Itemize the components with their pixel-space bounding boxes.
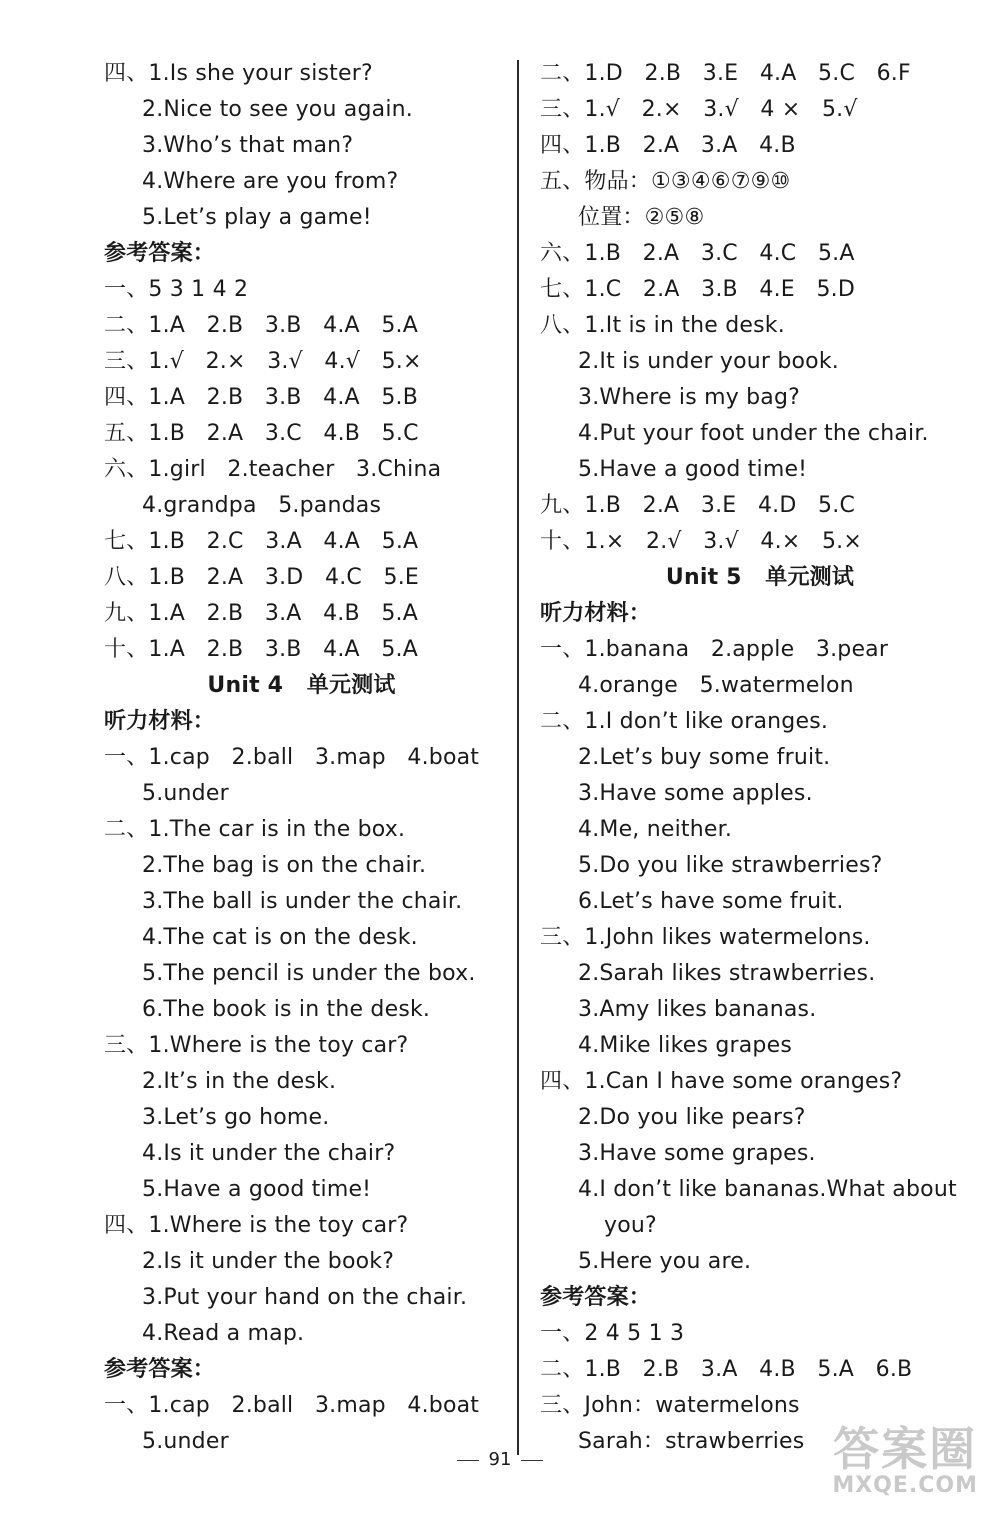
answer-line: 2.Do you like pears? [578,1105,806,1130]
answer-line: 4.Is it under the chair? [142,1141,396,1166]
answer-line: 听力材料： [540,601,652,626]
answer-line: 4.orange 5.watermelon [578,673,854,698]
page-number: 91 [488,1449,512,1470]
answer-line: 5.under [142,1429,229,1454]
answer-line: 四、1.Is she your sister? [104,61,373,86]
answer-line: 五、1.B 2.A 3.C 4.B 5.C [104,421,419,446]
answer-line: 2.Is it under the book? [142,1249,395,1274]
watermark-top-text: 答案圈 [833,1422,978,1476]
answer-line: 4.Put your foot under the chair. [578,421,929,446]
footer-dash-left [457,1460,479,1461]
answer-line: 一、1.cap 2.ball 3.map 4.boat [104,1393,480,1418]
answer-line: Unit 5 单元测试 [665,565,855,590]
right-column [540,56,980,1460]
answer-line: 五、物品：①③④⑥⑦⑨⑩ [540,169,791,194]
answer-line: 2.It’s in the desk. [142,1069,337,1094]
answer-line: 6.Let’s have some fruit. [578,889,844,914]
answer-line: 4.Me, neither. [578,817,733,842]
answer-line: 三、1.Where is the toy car? [104,1033,409,1058]
answer-line: 二、1.B 2.B 3.A 4.B 5.A 6.B [540,1357,913,1382]
column-divider [517,60,519,1455]
answer-line: 八、1.B 2.A 3.D 4.C 5.E [104,565,420,590]
answer-line: 5.Have a good time! [578,457,808,482]
answer-line: 6.The book is in the desk. [142,997,431,1022]
watermark-bottom-text: MXQE.COM [832,1473,978,1498]
answer-line: 2.Sarah likes strawberries. [578,961,876,986]
answer-line: 十、1.× 2.√ 3.√ 4.× 5.× [540,529,863,554]
answer-line: 参考答案： [540,1285,652,1310]
answer-line: 3.The ball is under the chair. [142,889,463,914]
answer-line: 一、1.banana 2.apple 3.pear [540,637,889,662]
answer-line: 4.I don’t like bananas.What about [578,1177,957,1202]
answer-line: 5.Let’s play a game! [142,205,372,230]
answer-line: 听力材料： [104,709,216,734]
answer-line: 3.Who’s that man? [142,133,354,158]
answer-line: 2.Let’s buy some fruit. [578,745,831,770]
answer-line: 七、1.C 2.A 3.B 4.E 5.D [540,277,856,302]
answer-line: 三、John：watermelons [540,1393,800,1418]
answer-line: you? [604,1213,657,1238]
answer-line: 九、1.A 2.B 3.A 4.B 5.A [104,601,419,626]
answer-line: 二、1.The car is in the box. [104,817,406,842]
answer-line: 2.It is under your book. [578,349,839,374]
answer-line: 九、1.B 2.A 3.E 4.D 5.C [540,493,856,518]
answer-line: 二、1.I don’t like oranges. [540,709,829,734]
answer-line: 参考答案： [104,1357,216,1382]
answer-line: 八、1.It is in the desk. [540,313,785,338]
answer-line: 4.grandpa 5.pandas [142,493,382,518]
answer-line: 一、2 4 5 1 3 [540,1321,685,1346]
answer-line: 2.Nice to see you again. [142,97,413,122]
answer-line: 六、1.girl 2.teacher 3.China [104,457,442,482]
answer-line: Unit 4 单元测试 [207,673,396,698]
answer-line: 四、1.Where is the toy car? [104,1213,409,1238]
left-column [104,56,499,1460]
answer-line: 位置：②⑤⑧ [578,205,705,230]
answer-line: 5.Have a good time! [142,1177,372,1202]
answer-line: 三、1.John likes watermelons. [540,925,871,950]
footer-dash-right [521,1460,543,1461]
answer-line: 4.Mike likes grapes [578,1033,792,1058]
answer-line: 5.Do you like strawberries? [578,853,883,878]
answer-line: 四、1.Can I have some oranges? [540,1069,903,1094]
answer-line: 3.Put your hand on the chair. [142,1285,468,1310]
answer-line: 三、1.√ 2.× 3.√ 4 × 5.√ [540,97,858,122]
answer-line: 二、1.D 2.B 3.E 4.A 5.C 6.F [540,61,911,86]
answer-line: 3.Have some apples. [578,781,813,806]
answer-line: 二、1.A 2.B 3.B 4.A 5.A [104,313,419,338]
answer-line: 2.The bag is on the chair. [142,853,427,878]
answer-line: 5.Here you are. [578,1249,752,1274]
answer-line: 3.Have some grapes. [578,1141,816,1166]
answer-line: 十、1.A 2.B 3.B 4.A 5.A [104,637,419,662]
answer-line: 参考答案： [104,241,216,266]
answer-line: 四、1.A 2.B 3.B 4.A 5.B [104,385,419,410]
answer-line: 5.The pencil is under the box. [142,961,476,986]
answer-line: 四、1.B 2.A 3.A 4.B [540,133,796,158]
answer-line: Sarah：strawberries [578,1429,805,1454]
answer-line: 3.Amy likes bananas. [578,997,817,1022]
watermark-logo [832,1424,978,1498]
answer-line: 六、1.B 2.A 3.C 4.C 5.A [540,241,855,266]
answer-line: 4.The cat is on the desk. [142,925,418,950]
answer-line: 一、5 3 1 4 2 [104,277,249,302]
answer-line: 3.Let’s go home. [142,1105,330,1130]
answer-line: 4.Read a map. [142,1321,305,1346]
answer-line: 5.under [142,781,229,806]
answer-line: 一、1.cap 2.ball 3.map 4.boat [104,745,480,770]
answer-line: 七、1.B 2.C 3.A 4.A 5.A [104,529,419,554]
answer-line: 三、1.√ 2.× 3.√ 4.√ 5.× [104,349,422,374]
answer-line: 4.Where are you from? [142,169,399,194]
answer-line: 3.Where is my bag? [578,385,801,410]
